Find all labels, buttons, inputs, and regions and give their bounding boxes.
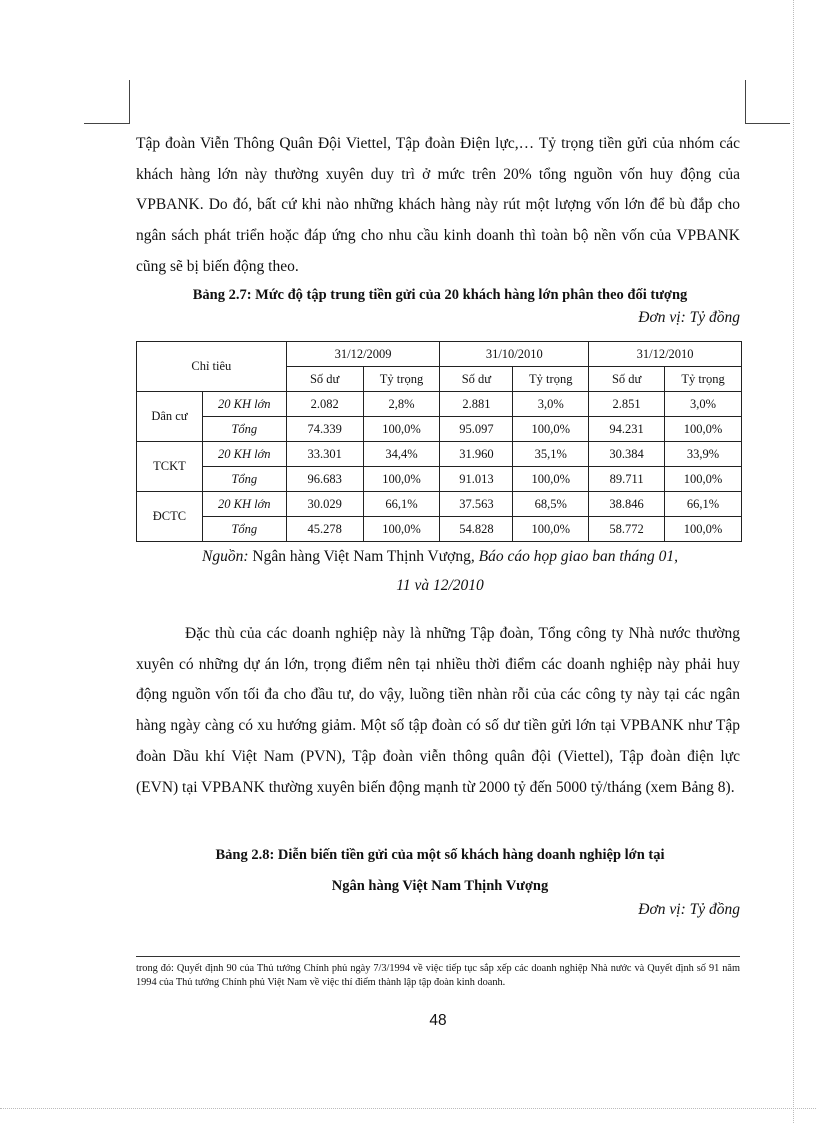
table-cell: 31.960 [440, 442, 513, 467]
body-paragraph-1: Tập đoàn Viễn Thông Quân Đội Viettel, Tập đoàn Điện lực,… Tỷ trọng tiền gửi của nhóm các khách hàng lớn này thường xuyên duy trì ở mức trên 20% tổng nguồn vốn huy động của VPBANK. Do đó, bất cứ khi nào những khách hàng này rút một lượng vốn lớn để bù đắp cho ngân sách phát triển hoặc đáp ứng cho nhu cầu kinh doanh thì toàn bộ nền vốn của VPBANK cũng sẽ bị biến động theo. [136, 135, 740, 275]
footnote-divider [136, 956, 740, 957]
table-cell: 37.563 [440, 492, 513, 517]
body-paragraph-2: Đặc thù của các doanh nghiệp này là những Tập đoàn, Tổng công ty Nhà nước thường xuyên có những dự án lớn, trọng điểm nên tại nhiều thời điểm các doanh nghiệp này phải huy động nguồn vốn tối đa cho đầu tư, do vậy, luồng tiền nhàn rỗi của các công ty này tại các ngân hàng ngày càng có xu hướng giảm. Một số tập đoàn có số dư tiền gửi lớn tại VPBANK như Tập đoàn Dầu khí Việt Nam (PVN), Tập đoàn viễn thông quân đội (Viettel), Tập đoàn điện lực (EVN) tại VPBANK thường xuyên biến động mạnh từ 2000 tỷ đến 5000 tỷ/tháng (xem Bảng 8). [136, 625, 740, 796]
table-cell: 100,0% [363, 417, 440, 442]
header-period-3: 31/12/2010 [589, 342, 742, 367]
table-cell: 45.278 [286, 517, 363, 542]
table-cell: 3,0% [665, 392, 742, 417]
crop-mark-left-horizontal [84, 123, 129, 124]
header-chi-tieu: Chỉ tiêu [137, 342, 287, 392]
subheader-share: Tỷ trọng [665, 367, 742, 392]
subheader-balance: Số dư [440, 367, 513, 392]
table-cell: 100,0% [363, 467, 440, 492]
table-cell: 100,0% [513, 517, 589, 542]
table-2-8-caption-line-1: Bảng 2.8: Diễn biến tiền gửi của một số khách hàng doanh nghiệp lớn tại [215, 847, 665, 863]
table-row [137, 517, 742, 542]
table-cell: 100,0% [665, 517, 742, 542]
source-org: Ngân hàng Việt Nam Thịnh Vượng, [248, 548, 479, 565]
group-name: Dân cư [137, 392, 203, 442]
table-cell: 66,1% [363, 492, 440, 517]
table-cell: 58.772 [589, 517, 665, 542]
table-cell: 74.339 [286, 417, 363, 442]
group-name: ĐCTC [137, 492, 203, 542]
table-row [137, 492, 742, 517]
table-cell: 35,1% [513, 442, 589, 467]
table-row [137, 467, 742, 492]
table-cell: 96.683 [286, 467, 363, 492]
subheader-share: Tỷ trọng [513, 367, 589, 392]
table-cell: 66,1% [665, 492, 742, 517]
table-cell: 2.851 [589, 392, 665, 417]
row-label: Tổng [202, 417, 286, 442]
table-cell: 100,0% [513, 467, 589, 492]
crop-mark-left-vertical [129, 80, 130, 124]
table-cell: 89.711 [589, 467, 665, 492]
table-cell: 33.301 [286, 442, 363, 467]
table-row [137, 392, 742, 417]
table-cell: 100,0% [513, 417, 589, 442]
page-edge-bottom [0, 1108, 816, 1109]
table-header-row-1 [137, 342, 742, 367]
source-label: Nguồn: [202, 548, 249, 565]
subheader-balance: Số dư [589, 367, 665, 392]
group-name: TCKT [137, 442, 203, 492]
row-label: 20 KH lớn [202, 492, 286, 517]
table-2-7-caption: Bảng 2.7: Mức độ tập trung tiền gửi của 20 khách hàng lớn phân theo đối tượng [192, 287, 688, 303]
header-period-1: 31/12/2009 [286, 342, 440, 367]
table-cell: 2.881 [440, 392, 513, 417]
table-2-7 [136, 341, 742, 542]
page-number: 48 [429, 1012, 447, 1029]
table-row [137, 417, 742, 442]
source-report-cont: 11 và 12/2010 [396, 577, 484, 594]
table-cell: 38.846 [589, 492, 665, 517]
table-2-7-source [130, 542, 750, 571]
subheader-balance: Số dư [286, 367, 363, 392]
crop-mark-right-vertical [745, 80, 746, 124]
table-cell: 30.029 [286, 492, 363, 517]
table-cell: 30.384 [589, 442, 665, 467]
table-cell: 2.082 [286, 392, 363, 417]
table-cell: 3,0% [513, 392, 589, 417]
crop-mark-right-horizontal [745, 123, 790, 124]
footnote: trong đó: Quyết định 90 của Thủ tướng Chính phủ ngày 7/3/1994 về việc tiếp tục sắp xếp các doanh nghiệp Nhà nước và Quyết định số 91 năm 1994 của Thủ tướng Chính phủ Việt Nam về việc thí điểm thành lập tập đoàn kinh doanh. [136, 963, 740, 988]
table-cell: 94.231 [589, 417, 665, 442]
table-cell: 100,0% [363, 517, 440, 542]
row-label: Tổng [202, 467, 286, 492]
table-2-8-caption-line-2: Ngân hàng Việt Nam Thịnh Vượng [331, 878, 549, 894]
table-row [137, 442, 742, 467]
row-label: 20 KH lớn [202, 392, 286, 417]
table-cell: 68,5% [513, 492, 589, 517]
table-cell: 100,0% [665, 417, 742, 442]
table-cell: 100,0% [665, 467, 742, 492]
table-cell: 91.013 [440, 467, 513, 492]
source-report: Báo cáo họp giao ban tháng 01, [478, 548, 678, 565]
table-2-7-unit: Đơn vị: Tỷ đồng [638, 309, 740, 326]
table-cell: 33,9% [665, 442, 742, 467]
table-2-8-unit: Đơn vị: Tỷ đồng [638, 901, 740, 918]
table-cell: 34,4% [363, 442, 440, 467]
subheader-share: Tỷ trọng [363, 367, 440, 392]
row-label: Tổng [202, 517, 286, 542]
header-period-2: 31/10/2010 [440, 342, 589, 367]
table-cell: 95.097 [440, 417, 513, 442]
table-cell: 2,8% [363, 392, 440, 417]
table-2-7-source-cont [130, 571, 750, 600]
row-label: 20 KH lớn [202, 442, 286, 467]
table-cell: 54.828 [440, 517, 513, 542]
page-edge-right [793, 0, 794, 1123]
